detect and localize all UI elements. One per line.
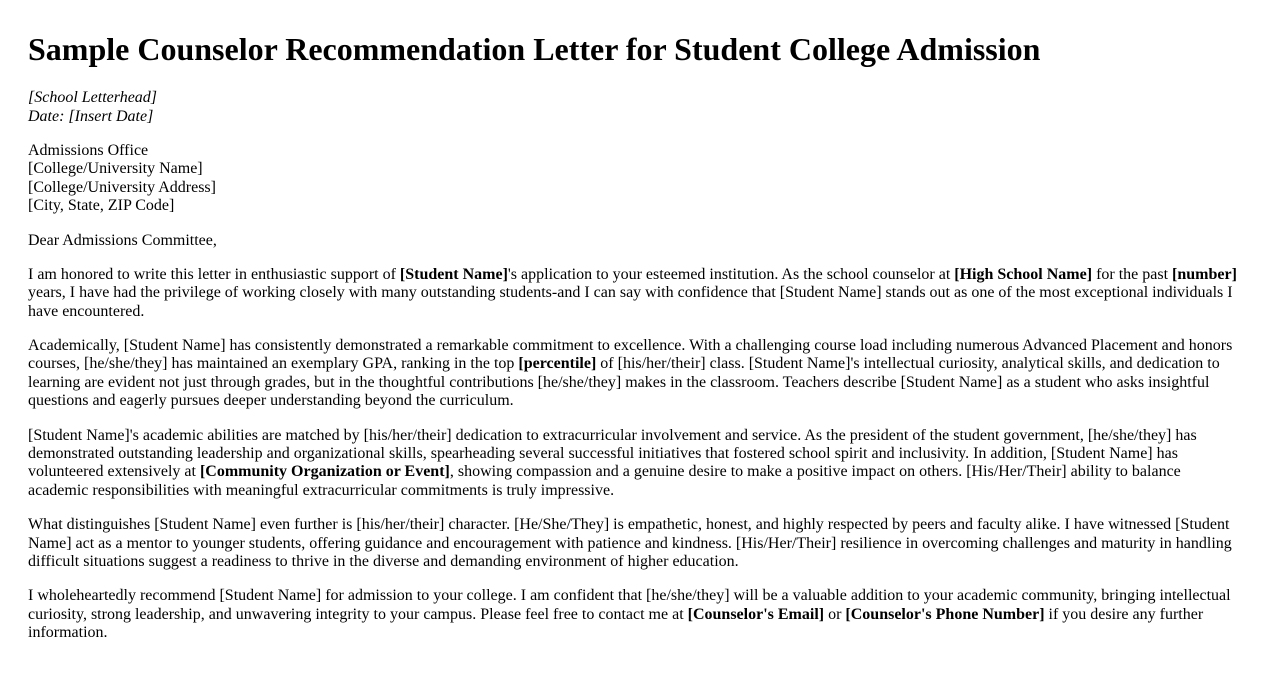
body-paragraph-character: What distinguishes [Student Name] even further is [his/her/their] character. [He/She/They] is empathetic, honest, and highly respected by peers and faculty alike. I have witnessed [Student Name] act as a mentor to younger students, offering guidance and encouragement with patience and kindness. [His/Her/Their] resilience in overcoming challenges and maturity in handling difficult situations suggest a readiness to thrive in the diverse and demanding environment of higher education. (28, 516, 1232, 570)
body-paragraph-recommendation: I wholeheartedly recommend [Student Name] for admission to your college. I am confident that [he/she/they] will be a valuable addition to your academic community, bringing intellectual curiosity, strong leadership, and unwavering integrity to your campus. Please feel free to contact me at [Counselor's Email] or [Counselor's Phone Number] if you desire any further information. (28, 587, 1231, 642)
document-title: Sample Counselor Recommendation Letter for Student College Admission (28, 31, 1041, 67)
body-paragraph-extracurricular: [Student Name]'s academic abilities are matched by [his/her/their] dedication to extracurricular involvement and service. As the president of the student government, [he/she/they] has demonstrated outstanding leadership and organizational skills, spearheading several successful initiatives that fostered school spirit and inclusivity. In addition, [Student Name] has volunteered extensively at [Community Organization or Event], showing compassion and a genuine desire to make a positive impact on others. [His/Her/Their] ability to balance academic responsibilities with meaningful extracurricular commitments is truly impressive. (28, 426, 1197, 499)
body-paragraph-intro: I am honored to write this letter in enthusiastic support of [Student Name]'s application to your esteemed institution. As the school counselor at [High School Name] for the past [number] years, I have had the privilege of working closely with many outstanding students-and I can say with confidence that [Student Name] stands out as one of the most exceptional individuals I have encountered. (28, 265, 1237, 320)
date-line: Date: [Insert Date] (28, 107, 154, 125)
recipient-line-city-state-zip: [City, State, ZIP Code] (28, 197, 175, 215)
salutation: Dear Admissions Committee, (28, 231, 217, 249)
recipient-line-college-name: [College/University Name] (28, 160, 203, 178)
letterhead-block (28, 89, 1244, 126)
recipient-address-block (28, 142, 1244, 216)
body-paragraph-academics: Academically, [Student Name] has consistently demonstrated a remarkable commitment to excellence. With a challenging course load including numerous Advanced Placement and honors courses, [he/she/they] has maintained an exemplary GPA, ranking in the top [percentile] of [his/her/their] class. [Student Name]'s intellectual curiosity, analytical skills, and dedication to learning are evident not just through grades, but in the thoughtful contributions [he/she/they] makes in the classroom. Teachers describe [Student Name] as a student who asks insightful questions and eagerly pursues deeper understanding beyond the curriculum. (28, 337, 1233, 410)
recipient-line-office: Admissions Office (28, 141, 149, 159)
school-letterhead-placeholder: [School Letterhead] (28, 89, 158, 107)
recipient-line-college-address: [College/University Address] (28, 178, 216, 196)
